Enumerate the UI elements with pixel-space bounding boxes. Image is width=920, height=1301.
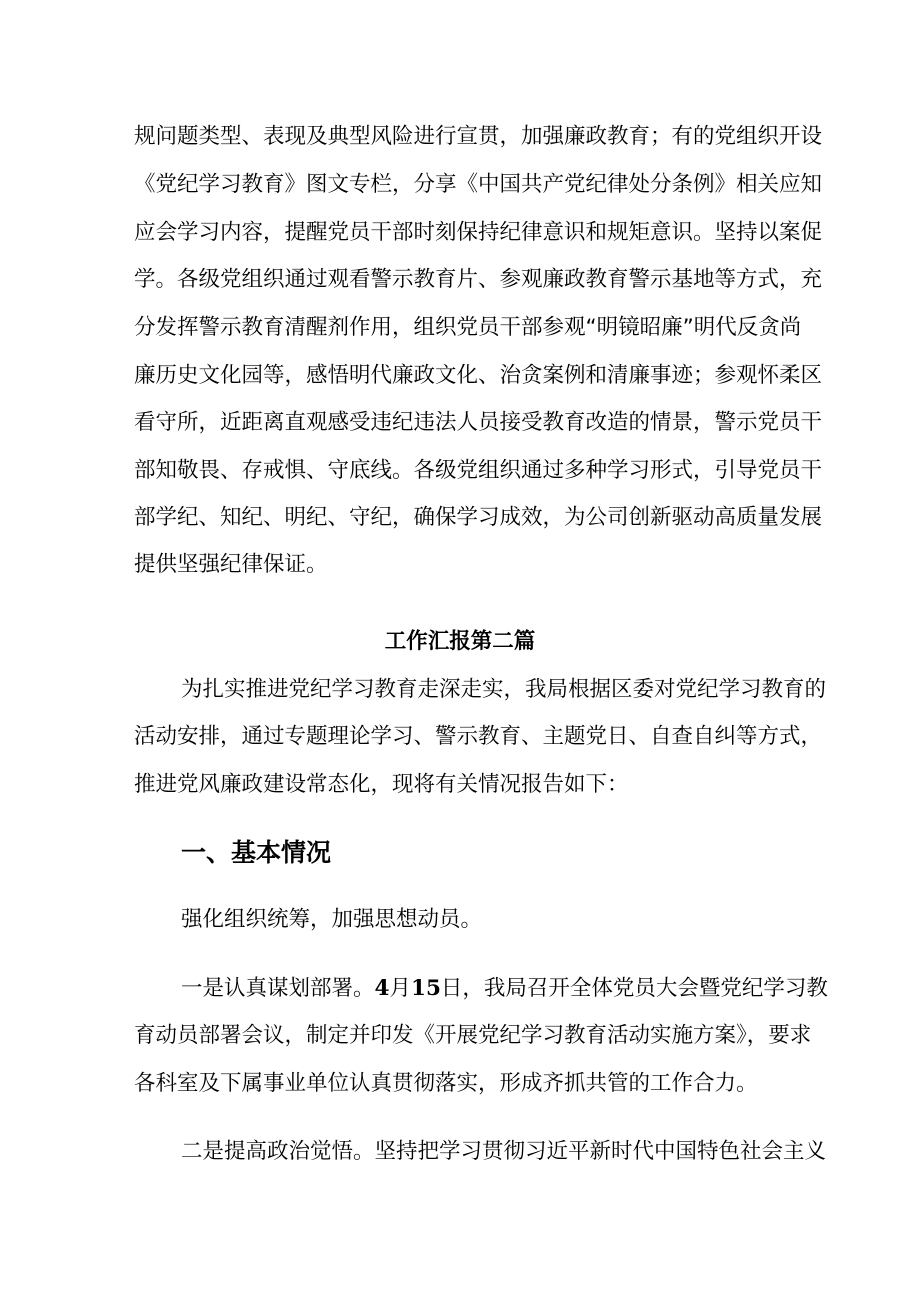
body-text-line: 廉历史文化园等，感悟明代廉政文化、治贪案例和清廉事迹；参观怀柔区 — [134, 363, 823, 388]
body-text-line: 《党纪学习教育》图文专栏，分享《中国共产党纪律处分条例》相关应知 — [134, 172, 823, 197]
paragraph-line: 各科室及下属事业单位认真贯彻落实，形成齐抓共管的工作合力。 — [134, 1071, 758, 1096]
document-title: 工作汇报第二篇 — [384, 629, 536, 654]
body-text-line: 提供坚强纪律保证。 — [134, 552, 328, 577]
body-text-line: 部知敬畏、存戒惧、守底线。各级党组织通过多种学习形式，引导党员干 — [134, 458, 823, 483]
section-heading: 一、基本情况 — [181, 838, 332, 867]
subsection-heading: 强化组织统筹，加强思想动员。 — [181, 907, 483, 932]
date-month-char: 月 — [389, 976, 411, 1001]
para-lead: 一是认真谋划部署。 — [181, 976, 375, 1001]
body-text-line: 学。各级党组织通过观看警示教育片、参观廉政教育警示基地等方式，充 — [134, 267, 823, 292]
body-text-line: 看守所，近距离直观感受违纪违法人员接受教育改造的情景，警示党员干 — [134, 410, 823, 435]
date-month: 4 — [374, 976, 390, 1001]
para-rest: 日，我局召开全体党员大会暨党纪学习教 — [440, 976, 828, 1001]
body-text-line: 分发挥警示教育清醒剂作用，组织党员干部参观“明镜昭廉”明代反贪尚 — [134, 315, 802, 340]
paragraph-line — [181, 974, 828, 1004]
intro-text-line: 活动安排，通过专题理论学习、警示教育、主题党日、自查自纠等方式， — [134, 724, 823, 749]
body-text-line: 应会学习内容，提醒党员干部时刻保持纪律意识和规矩意识。坚持以案促 — [134, 220, 823, 245]
body-text-line: 部学纪、知纪、明纪、守纪，确保学习成效，为公司创新驱动高质量发展 — [134, 505, 823, 530]
intro-text-line: 推进党风廉政建设常态化，现将有关情况报告如下： — [134, 772, 629, 797]
date-day: 15 — [411, 976, 441, 1001]
body-text-line: 规问题类型、表现及典型风险进行宣贯，加强廉政教育；有的党组织开设 — [134, 124, 823, 149]
paragraph-line: 育动员部署会议，制定并印发《开展党纪学习教育活动实施方案》，要求 — [134, 1023, 812, 1048]
intro-text-line: 为扎实推进党纪学习教育走深走实，我局根据区委对党纪学习教育的 — [181, 677, 827, 702]
paragraph-line: 二是提高政治觉悟。坚持把学习贯彻习近平新时代中国特色社会主义 — [181, 1139, 827, 1164]
